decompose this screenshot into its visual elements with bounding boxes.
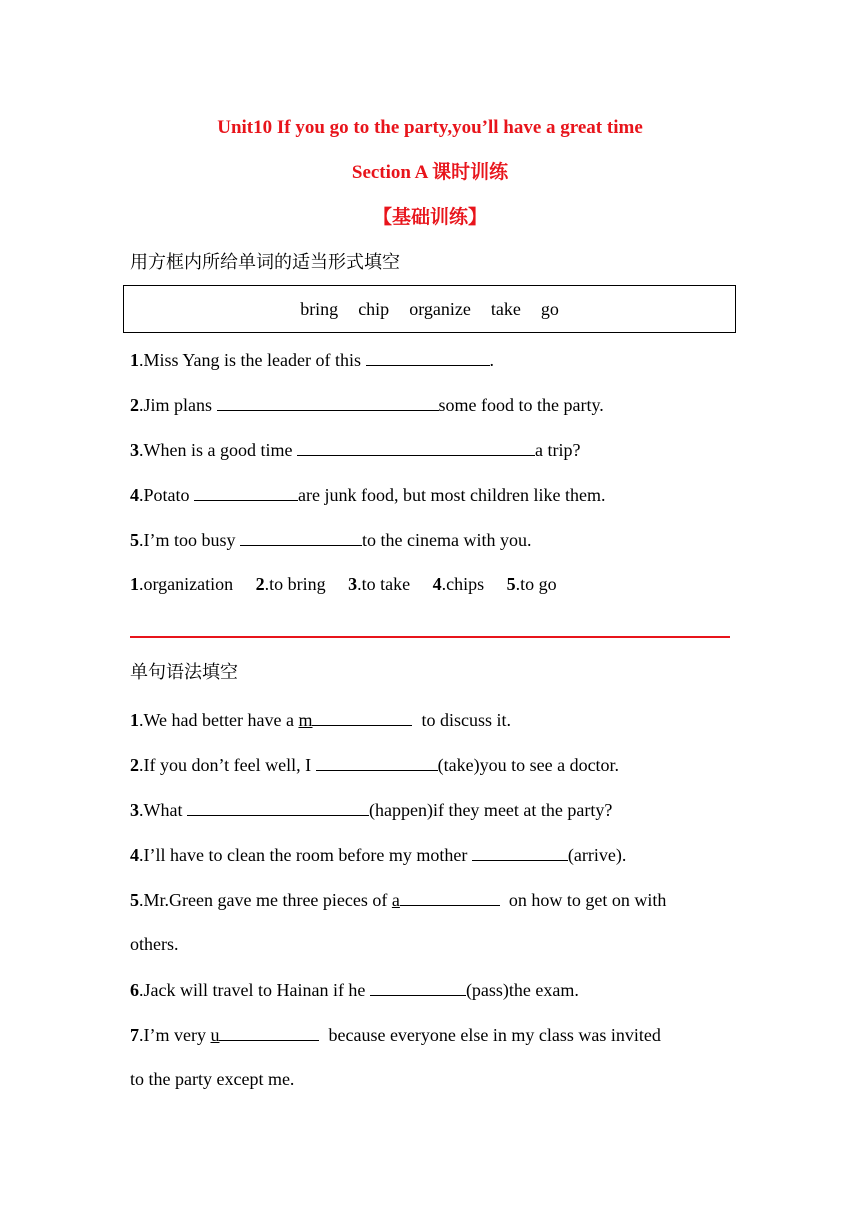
question-text: .I’ll have to clean the room before my mother [139,845,468,865]
question-text: .Potato [139,485,190,505]
answer-text: .to bring [264,574,326,594]
answer-number: 2 [255,574,265,594]
answer-blank[interactable] [194,482,298,501]
answer-item [507,574,557,594]
question-text: .Jim plans [139,395,213,415]
answer-blank[interactable] [219,1022,319,1041]
word-bank-item: take [490,298,521,319]
answer-blank[interactable] [297,437,535,456]
part2-instruction: 单句语法填空 [130,662,238,683]
hint-letter: a [391,890,400,910]
answer-item [256,574,326,594]
answer-blank[interactable] [472,842,568,861]
word-bank-item: bring [300,298,339,319]
word-bank-item: go [540,298,559,319]
question-text: because everyone else in my class was invited [328,1025,661,1045]
question-text: on how to get on with [508,890,667,910]
part1-instruction: 用方框内所给单词的适当形式填空 [130,252,400,273]
question-text: (take)you to see a doctor. [437,755,620,775]
answer-key [130,572,740,596]
question-number: 1 [130,710,139,730]
question [130,527,740,552]
question-number: 4 [130,485,139,505]
question [130,1022,740,1047]
question [130,977,740,1002]
answer-number: 4 [432,574,442,594]
question-text: .I’m very [139,1025,206,1045]
answer-number: 5 [506,574,516,594]
question-text: a trip? [534,440,581,460]
question-continuation: to the party except me. [130,1069,295,1089]
answer-blank[interactable] [240,527,362,546]
word-box [123,285,736,333]
word-bank-item: chip [358,298,390,319]
question-text: to the cinema with you. [362,530,532,550]
question-text: .What [139,800,183,820]
answer-item [130,574,233,594]
question-number: 1 [130,350,139,370]
question-text: .We had better have a [139,710,294,730]
question-text: (arrive). [567,845,627,865]
answer-blank[interactable] [316,752,438,771]
question [130,842,740,867]
answer-text: .to take [357,574,411,594]
answer-blank[interactable] [312,707,412,726]
question-text: . [489,350,494,370]
question-number: 5 [130,890,139,910]
question-text: .Jack will travel to Hainan if he [139,980,366,1000]
question-number: 3 [130,440,139,460]
question [130,347,740,372]
section-divider [130,636,730,638]
section-subtitle [0,160,860,185]
answer-text: .to go [515,574,557,594]
question-number: 2 [130,755,139,775]
question-continuation: others. [130,934,179,954]
answer-blank[interactable] [370,977,466,996]
subtitle-cn: 课时训练 [432,161,509,183]
question [130,887,740,912]
question-text: are junk food, but most children like them. [298,485,606,505]
question-number: 4 [130,845,139,865]
document-title: Unit10 If you go to the party,you’ll have a great time [217,117,643,138]
question-text: to discuss it. [421,710,511,730]
question [130,707,740,732]
hint-letter: m [298,710,313,730]
question-text: .Mr.Green gave me three pieces of [139,890,388,910]
question [130,797,740,822]
answer-text: .chips [441,574,485,594]
question-number: 2 [130,395,139,415]
answer-blank[interactable] [217,392,439,411]
question-text: (happen)if they meet at the party? [368,800,613,820]
question-text: some food to the party. [438,395,604,415]
section-tag: 【基础训练】 [372,206,487,228]
question-text: .Miss Yang is the leader of this [139,350,361,370]
question [130,392,740,417]
question [130,437,740,462]
question-number: 6 [130,980,139,1000]
answer-number: 1 [130,574,139,594]
question [130,482,740,507]
hint-letter: u [210,1025,220,1045]
answer-text: .organization [139,574,234,594]
subtitle-en: Section A [351,162,428,183]
answer-item [433,574,485,594]
answer-blank[interactable] [366,347,490,366]
answer-item [348,574,410,594]
question-number: 7 [130,1025,139,1045]
question-number: 3 [130,800,139,820]
question-text: (pass)the exam. [465,980,579,1000]
question-number: 5 [130,530,139,550]
answer-number: 3 [348,574,358,594]
question-text: .If you don’t feel well, I [139,755,312,775]
question-text: .I’m too busy [139,530,236,550]
answer-blank[interactable] [400,887,500,906]
word-bank-item: organize [409,298,471,319]
question [130,752,740,777]
answer-blank[interactable] [187,797,369,816]
question-text: .When is a good time [139,440,293,460]
